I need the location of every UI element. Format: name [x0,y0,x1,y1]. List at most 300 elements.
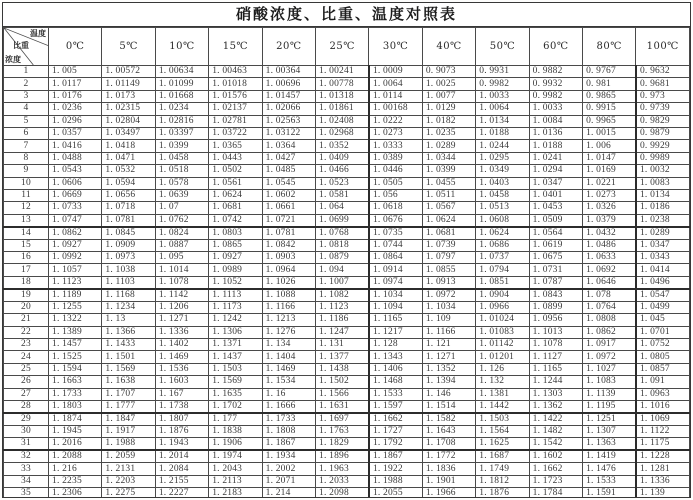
density-value-cell: 1. 0273 [583,189,636,201]
density-value-cell: 1. 01024 [476,314,529,326]
density-value-cell: 1. 0147 [583,152,636,164]
density-value-cell: 0. 9882 [529,66,582,78]
density-value-cell: 1. 139 [636,488,690,498]
density-value-cell: 1. 0768 [316,227,369,240]
density-value-cell: 1. 0843 [529,289,582,302]
temperature-column-header: 5℃ [102,28,155,66]
diagonal-header-cell [4,28,49,66]
density-value-cell: 1. 094 [316,264,369,276]
table-row [4,276,690,289]
density-value-cell: 1. 1113 [209,289,262,302]
density-value-cell: 1. 1281 [636,463,690,475]
density-value-cell: 1. 02315 [102,103,155,115]
density-value-cell: 1. 0222 [369,115,422,127]
table-row [4,90,690,102]
table-row [4,103,690,115]
density-value-cell: 1. 0862 [583,326,636,338]
density-value-cell: 1. 00168 [369,103,422,115]
density-value-cell: 1. 1638 [102,376,155,388]
density-value-cell: 1. 2016 [49,438,102,451]
density-value-cell: 1. 1122 [636,425,690,437]
concentration-cell: 2 [4,78,49,90]
density-value-cell: 1. 0857 [636,363,690,375]
density-value-cell: 1. 146 [422,388,475,400]
density-value-cell: 1. 01861 [316,103,369,115]
density-value-cell: 1. 1917 [102,425,155,437]
density-value-cell: 1. 1963 [316,463,369,475]
density-value-cell: 1. 1945 [49,425,102,437]
density-value-cell: 1. 109 [422,314,475,326]
density-value-cell: 1. 1792 [369,438,422,451]
density-value-cell: 1. 0618 [369,202,422,214]
density-value-cell: 1. 0418 [102,140,155,152]
density-value-cell: 1. 0903 [262,252,315,264]
density-value-cell: 1. 0737 [476,252,529,264]
density-value-cell: 1. 0295 [476,152,529,164]
density-value-cell: 1. 13 [102,314,155,326]
density-value-cell: 1. 0913 [422,276,475,289]
density-value-cell: 1. 1189 [49,289,102,302]
density-value-cell: 1. 03722 [209,127,262,139]
density-value-cell: 1. 1371 [209,339,262,351]
density-value-cell: 1. 0781 [262,227,315,240]
table-row [4,475,690,487]
density-value-cell: 1. 1402 [155,339,208,351]
density-value-cell: 1. 0701 [636,326,690,338]
density-value-cell: 0. 9965 [583,115,636,127]
density-value-cell: 1. 005 [49,66,102,78]
concentration-cell: 6 [4,127,49,139]
density-value-cell: 1. 0781 [102,214,155,227]
density-value-cell: 1. 0733 [49,202,102,214]
concentration-cell: 29 [4,413,49,426]
concentration-cell: 17 [4,264,49,276]
density-value-cell: 1. 1808 [262,425,315,437]
density-value-cell: 1. 1389 [49,326,102,338]
density-value-cell: 1. 1876 [476,488,529,498]
concentration-cell: 1 [4,66,49,78]
table-row [4,227,690,240]
concentration-cell: 16 [4,252,49,264]
density-value-cell: 1. 00241 [316,66,369,78]
density-value-cell: 1. 0656 [102,189,155,201]
concentration-cell: 13 [4,214,49,227]
density-value-cell: 1. 1597 [369,400,422,413]
density-value-cell: 1. 0864 [369,252,422,264]
density-value-cell: 1. 0619 [529,239,582,251]
density-value-cell: 1. 1988 [369,475,422,487]
density-value-cell: 1. 1406 [369,363,422,375]
density-value-cell: 1. 0851 [476,276,529,289]
density-value-cell: 1. 1564 [476,425,529,437]
table-row [4,388,690,400]
density-value-cell: 1. 1906 [209,438,262,451]
table-row [4,115,690,127]
density-value-cell: 1. 1123 [49,276,102,289]
density-value-cell: 1. 1394 [422,376,475,388]
density-value-cell: 1. 1727 [369,425,422,437]
density-value-cell: 1. 0136 [529,127,582,139]
table-row [4,450,690,463]
density-value-cell: 1. 167 [155,388,208,400]
density-value-cell: 1. 0764 [583,301,636,313]
density-value-cell: 1. 1343 [369,351,422,363]
density-value-cell: 1. 0797 [422,252,475,264]
density-value-cell: 1. 1569 [209,376,262,388]
density-value-cell: 1. 0842 [262,239,315,251]
density-value-cell: 1. 1733 [262,413,315,426]
density-value-cell: 1. 1594 [49,363,102,375]
table-row [4,301,690,313]
density-value-cell: 1. 2113 [209,475,262,487]
density-value-cell: 1. 0762 [155,214,208,227]
density-value-cell: 1. 0485 [262,165,315,177]
density-value-cell: 1. 1807 [155,413,208,426]
density-value-cell: 1. 0594 [102,177,155,189]
density-value-cell: 1. 1442 [476,400,529,413]
density-value-cell: 1. 0009 [369,66,422,78]
density-value-cell: 1. 0416 [49,140,102,152]
density-value-cell: 1. 064 [316,202,369,214]
density-value-cell: 1. 2203 [102,475,155,487]
density-value-cell: 1. 0808 [583,314,636,326]
density-value-cell: 1. 1103 [102,276,155,289]
density-value-cell: 1. 1501 [102,351,155,363]
density-value-cell: 1. 2131 [102,463,155,475]
concentration-cell: 19 [4,289,49,302]
density-value-cell: 1. 0032 [636,165,690,177]
table-frame [2,2,691,498]
density-value-cell: 1. 1166 [422,326,475,338]
density-value-cell: 1. 0523 [316,177,369,189]
concentration-cell: 22 [4,326,49,338]
density-value-cell: 1. 0114 [369,90,422,102]
density-value-cell: 1. 1663 [49,376,102,388]
density-value-cell: 1. 0458 [155,152,208,164]
density-value-cell: 1. 01142 [476,339,529,351]
density-value-cell: 1. 1088 [262,289,315,302]
density-value-cell: 1. 0414 [636,264,690,276]
density-value-cell: 1. 03122 [262,127,315,139]
density-value-cell: 1. 0352 [316,140,369,152]
density-value-cell: 1. 0025 [422,78,475,90]
density-value-cell: 1. 0357 [49,127,102,139]
density-value-cell: 1. 0845 [102,227,155,240]
density-value-cell: 1. 0692 [583,264,636,276]
density-value-cell: 1. 2155 [155,475,208,487]
density-value-cell: 1. 1404 [262,351,315,363]
density-value-cell: 1. 0033 [529,103,582,115]
density-value-cell: 1. 0238 [636,214,690,227]
concentration-cell: 30 [4,425,49,437]
density-value-cell: 1. 0581 [316,189,369,201]
table-row [4,239,690,251]
density-value-cell: 1. 1362 [529,400,582,413]
density-value-cell: 1. 0972 [583,351,636,363]
density-value-cell: 1. 0794 [476,264,529,276]
density-value-cell: 1. 0739 [422,239,475,251]
concentration-cell: 23 [4,339,49,351]
density-value-cell: 1. 1934 [262,450,315,463]
temperature-column-header: 80℃ [583,28,636,66]
density-value-cell: 1. 0083 [636,177,690,189]
density-value-cell: 1. 0564 [529,227,582,240]
density-value-cell: 1. 1733 [49,388,102,400]
density-value-cell: 1. 078 [583,289,636,302]
density-value-cell: 1. 01576 [209,90,262,102]
density-value-cell: 1. 0787 [529,276,582,289]
density-value-cell: 1. 00778 [316,78,369,90]
density-value-cell: 1. 1943 [155,438,208,451]
density-value-cell: 1. 1234 [102,301,155,313]
concentration-cell: 25 [4,363,49,375]
concentration-cell: 34 [4,475,49,487]
density-value-cell: 1. 1635 [209,388,262,400]
density-value-cell: 0. 981 [583,78,636,90]
concentration-cell: 10 [4,177,49,189]
density-value-cell: 1. 0735 [369,227,422,240]
table-row [4,66,690,78]
density-value-cell: 1. 1306 [209,326,262,338]
density-value-cell: 1. 1469 [262,363,315,375]
density-value-cell: 1. 0862 [49,227,102,240]
density-value-cell: 1. 0343 [636,252,690,264]
density-value-cell: 1. 1307 [583,425,636,437]
density-value-cell: 1. 1165 [369,314,422,326]
density-value-cell: 1. 1069 [636,413,690,426]
density-value-cell: 1. 00634 [155,66,208,78]
density-value-cell: 1. 0117 [49,78,102,90]
density-value-cell: 1. 01099 [155,78,208,90]
density-value-cell: 1. 1026 [262,276,315,289]
density-value-cell: 1. 1631 [316,400,369,413]
table-row [4,376,690,388]
density-value-cell: 1. 0964 [262,264,315,276]
density-value-cell: 1. 0608 [476,214,529,227]
density-value-cell: 1. 1007 [316,276,369,289]
table-row [4,202,690,214]
density-value-cell: 1. 1336 [636,475,690,487]
density-value-cell: 1. 0176 [49,90,102,102]
density-value-cell: 1. 1503 [209,363,262,375]
density-value-cell: 1. 0639 [155,189,208,201]
density-value-cell: 1. 1812 [476,475,529,487]
density-value-cell: 1. 0221 [583,177,636,189]
density-value-cell: 1. 0578 [155,177,208,189]
density-value-cell: 0. 9739 [636,103,690,115]
density-value-cell: 1. 02137 [209,103,262,115]
density-value-cell: 1. 1303 [529,388,582,400]
density-value-cell: 1. 1723 [529,475,582,487]
temperature-column-header: 100℃ [636,28,690,66]
density-value-cell: 1. 0296 [49,115,102,127]
density-value-cell: 1. 02804 [102,115,155,127]
density-value-cell: 1. 0731 [529,264,582,276]
corner-label-specific-gravity: 比重 [13,41,29,50]
density-value-cell: 1. 1533 [369,388,422,400]
density-value-cell: 1. 1847 [102,413,155,426]
density-value-cell: 1. 0927 [209,252,262,264]
corner-label-concentration: 浓度 [5,55,21,64]
density-value-cell: 1. 2306 [49,488,102,498]
density-value-cell: 1. 1566 [316,388,369,400]
density-value-cell: 1. 01318 [316,90,369,102]
temperature-column-header: 30℃ [369,28,422,66]
density-value-cell: 0. 9879 [636,127,690,139]
density-value-cell: 1. 0186 [636,202,690,214]
density-value-cell: 1. 1322 [49,314,102,326]
density-value-cell: 1. 0805 [636,351,690,363]
density-value-cell: 1. 0471 [102,152,155,164]
density-value-cell: 1. 1536 [155,363,208,375]
density-value-cell: 1. 0446 [369,165,422,177]
density-value-cell: 1. 0699 [316,214,369,227]
density-value-cell: 1. 2033 [316,475,369,487]
density-value-cell: 1. 0409 [316,152,369,164]
density-value-cell: 1. 0624 [422,214,475,227]
density-value-cell: 1. 216 [49,463,102,475]
concentration-cell: 20 [4,301,49,313]
density-value-cell: 1. 1502 [316,376,369,388]
density-value-cell: 1. 0973 [102,252,155,264]
density-value-cell: 1. 0455 [422,177,475,189]
density-value-cell: 1. 1469 [155,351,208,363]
density-value-cell: 1. 0818 [316,239,369,251]
density-value-cell: 1. 0989 [209,264,262,276]
density-value-cell: 1. 1027 [583,363,636,375]
density-value-cell: 0. 9982 [529,90,582,102]
density-value-cell: 1. 0427 [262,152,315,164]
density-value-cell: 1. 0803 [209,227,262,240]
density-value-cell: 1. 1687 [476,450,529,463]
density-value-cell: 1. 1476 [583,463,636,475]
density-value-cell: 1. 0624 [476,227,529,240]
density-value-cell: 1. 0963 [636,388,690,400]
density-value-cell: 1. 1213 [262,314,315,326]
density-value-cell: 1. 0502 [209,165,262,177]
density-value-cell: 1. 0173 [102,90,155,102]
density-value-cell: 1. 1016 [636,400,690,413]
density-value-cell: 1. 0602 [262,189,315,201]
density-value-cell: 1. 1014 [155,264,208,276]
density-value-cell: 1. 134 [262,339,315,351]
table-row [4,140,690,152]
density-value-cell: 1. 2088 [49,450,102,463]
density-value-cell: 1. 1876 [155,425,208,437]
density-value-cell: 1. 0344 [422,152,475,164]
density-value-cell: 0. 9929 [636,140,690,152]
density-value-cell: 1. 00463 [209,66,262,78]
table-row [4,400,690,413]
density-value-cell: 1. 0686 [476,239,529,251]
density-value-cell: 1. 1643 [422,425,475,437]
density-value-cell: 1. 0646 [583,276,636,289]
density-value-cell: 1. 0513 [476,202,529,214]
density-value-cell: 1. 0747 [49,214,102,227]
density-value-cell: 1. 0567 [422,202,475,214]
density-value-cell: 1. 0669 [49,189,102,201]
density-value-cell: 1. 0458 [476,189,529,201]
density-value-cell: 1. 0364 [262,140,315,152]
density-value-cell: 1. 0443 [209,152,262,164]
density-value-cell: 1. 095 [155,252,208,264]
density-value-cell: 1. 0545 [262,177,315,189]
density-value-cell: 0. 9632 [636,66,690,78]
density-value-cell: 1. 1173 [209,301,262,313]
density-value-cell: 1. 0389 [369,152,422,164]
density-value-cell: 1. 1697 [316,413,369,426]
density-value-cell: 1. 0488 [49,152,102,164]
density-value-cell: 1. 0532 [102,165,155,177]
density-value-cell: 1. 0511 [422,189,475,201]
concentration-cell: 18 [4,276,49,289]
density-value-cell: 1. 1666 [262,400,315,413]
density-value-cell: 1. 1271 [155,314,208,326]
density-value-cell: 1. 0169 [583,165,636,177]
density-value-cell: 1. 01668 [155,90,208,102]
density-value-cell: 1. 0064 [476,103,529,115]
density-value-cell: 1. 1437 [209,351,262,363]
density-value-cell: 1. 0956 [529,314,582,326]
temperature-column-header: 10℃ [155,28,208,66]
temperature-column-header: 20℃ [262,28,315,66]
density-value-cell: 1. 1482 [529,425,582,437]
density-value-cell: 1. 1186 [316,314,369,326]
density-value-cell: 1. 1591 [583,488,636,498]
density-value-cell: 1. 07 [155,202,208,214]
density-value-cell: 1. 2014 [155,450,208,463]
table-row [4,177,690,189]
density-value-cell: 1. 0505 [369,177,422,189]
density-value-cell: 1. 0401 [529,189,582,201]
density-value-cell: 1. 1763 [316,425,369,437]
density-value-cell: 1. 0182 [422,115,475,127]
density-value-cell: 1. 1514 [422,400,475,413]
density-value-cell: 1. 0966 [476,301,529,313]
density-value-cell: 0. 9932 [529,78,582,90]
density-value-cell: 1. 1988 [102,438,155,451]
table-row [4,463,690,475]
density-value-cell: 1. 0188 [476,127,529,139]
density-value-cell: 1. 1206 [155,301,208,313]
density-value-cell: 1. 0518 [155,165,208,177]
density-value-cell: 1. 1255 [49,301,102,313]
concentration-cell: 14 [4,227,49,240]
table-row [4,152,690,164]
density-value-cell: 1. 1433 [102,339,155,351]
density-value-cell: 1. 1195 [583,400,636,413]
density-value-cell: 1. 1336 [155,326,208,338]
temperature-column-header: 60℃ [529,28,582,66]
concentration-cell: 8 [4,152,49,164]
density-value-cell: 0. 973 [636,90,690,102]
density-value-cell: 1. 1142 [155,289,208,302]
density-value-cell: 1. 045 [636,314,690,326]
density-value-cell: 1. 1457 [49,339,102,351]
temperature-column-header: 40℃ [422,28,475,66]
temperature-column-header: 50℃ [476,28,529,66]
density-value-cell: 1. 2275 [102,488,155,498]
density-value-cell: 1. 1966 [422,488,475,498]
density-value-cell: 1. 01018 [209,78,262,90]
density-value-cell: 1. 0379 [583,214,636,227]
concentration-cell: 3 [4,90,49,102]
density-value-cell: 1. 1836 [422,463,475,475]
density-value-cell: 1. 1542 [529,438,582,451]
concentration-cell: 9 [4,165,49,177]
temperature-column-header: 0℃ [49,28,102,66]
density-value-cell: 0. 9982 [476,78,529,90]
